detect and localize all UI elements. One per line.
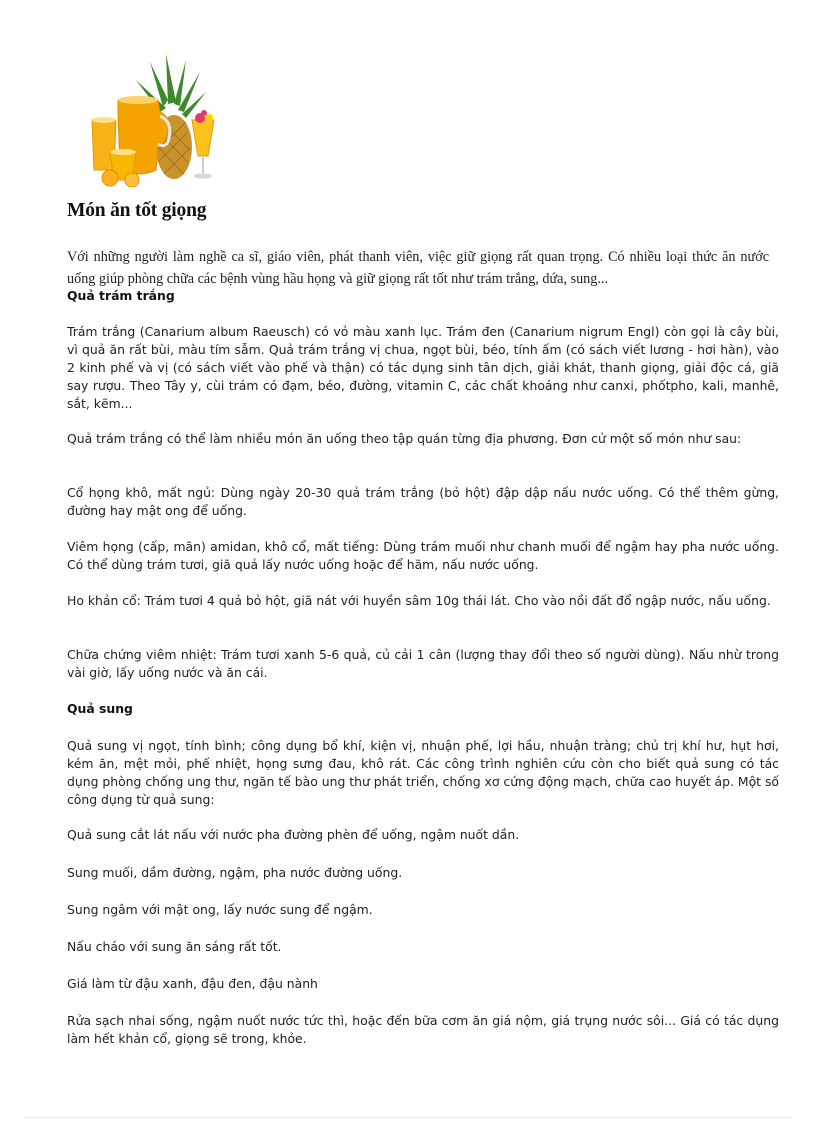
juice-illustration — [88, 52, 218, 187]
paragraph: Chữa chứng viêm nhiệt: Trám tươi xanh 5-6 quả, củ cải 1 cân (lượng thay đổi theo số người dùng). Nấu nhừ trong vài giờ, lấy uống nước và ăn cái. — [67, 647, 779, 680]
paragraph: Quả sung cắt lát nấu với nước pha đường phèn để uống, ngậm nuốt dần. — [67, 827, 520, 842]
paragraph: Ho khản cổ: Trám tươi 4 quả bỏ hột, giã nát với huyền sâm 10g thái lát. Cho vào nồi đất đổ ngập nước, nấu uống. — [67, 593, 771, 608]
paragraph: Giá làm từ đậu xanh, đậu đen, đậu nành — [67, 976, 318, 991]
cocktail-glass — [192, 120, 214, 156]
paragraph: Sung ngâm với mật ong, lấy nước sung để ngậm. — [67, 902, 373, 917]
paragraph: Quả trám trắng có thể làm nhiều món ăn uống theo tập quán từng địa phương. Đơn cử một số món như sau: — [67, 431, 742, 446]
intro-paragraph: Với những người làm nghề ca sĩ, giáo viên, phát thanh viên, việc giữ giọng rất quan trọng. Có nhiều loại thức ăn nước uống giúp phòng chữa các bệnh vùng hầu họng và giữ giọng rất tốt như trám trắng, dứa, sung... — [67, 249, 769, 287]
orange-slice — [102, 170, 118, 186]
paragraph: Sung muối, dầm đường, ngậm, pha nước đường uống. — [67, 865, 403, 880]
page-title: Món ăn tốt giọng — [67, 200, 207, 221]
paragraph: Quả sung vị ngọt, tính bình; công dụng bổ khí, kiện vị, nhuận phế, lợi hầu, nhuận tràng; chủ trị khí hư, hụt hơi, kém ăn, mệt mỏi, phế nhiệt, họng sưng đau, khô rát. Các công trình nghiên cứu còn cho biết quả sung có tác dụng phòng chống ung thư, ngăn tế bào ung thư phát triển, chống xơ cứng động mạch, chữa cao huyết áp. Một số công dụng từ quả sung: — [67, 738, 779, 807]
orange-slice — [125, 173, 139, 187]
paragraph: Cổ họng khô, mất ngủ: Dùng ngày 20-30 quả trám trắng (bỏ hột) đập dập nấu nước uống. Có thể thêm gừng, đường hay mật ong để uống. — [67, 485, 779, 518]
paragraph: Rửa sạch nhai sống, ngậm nuốt nước tức thì, hoặc đến bữa cơm ăn giá nộm, giá trụng nước sôi... Giá có tác dụng làm hết khản cổ, giọng sẽ trong, khỏe. — [67, 1013, 779, 1046]
section-heading-tram-trang: Quả trám trắng — [67, 288, 175, 303]
section-heading-qua-sung: Quả sung — [67, 701, 133, 716]
paragraph: Nấu cháo với sung ăn sáng rất tốt. — [67, 939, 282, 954]
page-bottom-divider — [25, 1117, 791, 1118]
paragraph: Trám trắng (Canarium album Raeusch) có vỏ màu xanh lục. Trám đen (Canarium nigrum Engl) còn gọi là cây bùi, vì quả ăn rất bùi, màu tím sẫm. Quả trám trắng vị chua, ngọt bùi, béo, tính ấm (có sách viết lương - hơi hàn), vào 2 kinh phế và vị (có sách viết vào phế và thận) có tác dụng sinh tân dịch, giải khát, thanh giọng, giải độc cá, giã say rượu. Theo Tây y, cùi trám có đạm, béo, đường, vitamin C, các chất khoáng như canxi, phốtpho, kali, manhê, sắt, kẽm... — [67, 324, 779, 411]
paragraph: Viêm họng (cấp, mãn) amidan, khô cổ, mất tiếng: Dùng trám muối như chanh muối để ngậm hay pha nước uống. Có thể dùng trám tươi, giã quả lấy nước uống hoặc để hãm, nấu nước uống. — [67, 539, 779, 572]
